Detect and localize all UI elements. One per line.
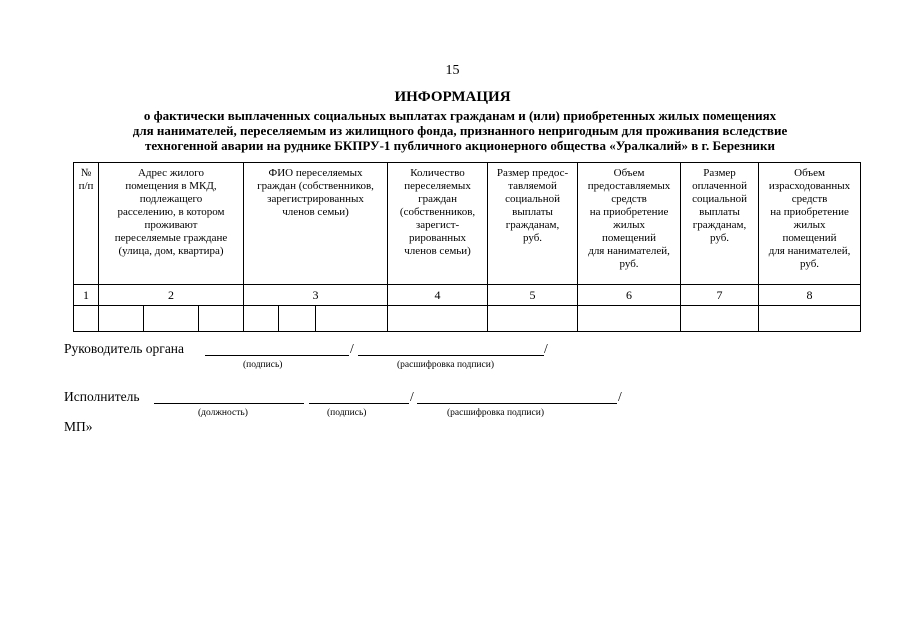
header-line: помещений [602, 232, 657, 244]
header-line: гражданам, [505, 219, 560, 231]
head-decoding-line[interactable] [358, 355, 544, 356]
stamp-mark: МП» [64, 419, 93, 434]
header-line: Объем [613, 167, 645, 179]
slash: / [410, 389, 414, 404]
header-line: социальной [505, 193, 560, 205]
subtitle-line: техногенной аварии на руднике БКПРУ-1 публичного акционерного общества «Уралкалий» в г. Березники [144, 138, 776, 153]
empty-cell [681, 306, 759, 332]
header-line: п/п [78, 180, 94, 192]
header-cell-number [74, 163, 99, 285]
empty-cell [759, 306, 861, 332]
executor-decoding-line[interactable] [417, 403, 617, 404]
header-line: для нанимателей, [588, 245, 670, 257]
header-line: Количество [410, 167, 465, 179]
document-subtitle [60, 108, 860, 153]
document-title: ИНФОРМАЦИЯ [394, 89, 511, 105]
header-line: рированных [409, 232, 467, 244]
slash: / [618, 389, 622, 404]
column-number: 1 [74, 285, 99, 306]
slash: / [544, 341, 548, 356]
header-cell-fio [244, 163, 388, 285]
signature-caption: (подпись) [327, 408, 367, 418]
empty-cell [244, 306, 279, 332]
header-line: (собственников, [399, 206, 476, 218]
header-cell-spent-volume [759, 163, 861, 285]
empty-cell [279, 306, 316, 332]
header-line: граждан (собственников, [257, 180, 374, 192]
header-line: граждан [418, 193, 457, 205]
header-line: на приобретение [770, 206, 849, 218]
header-line: Адрес жилого [137, 167, 205, 179]
decoding-caption: (расшифровка подписи) [447, 408, 544, 418]
column-number: 8 [759, 285, 861, 306]
empty-data-row [74, 306, 861, 332]
header-line: переселяемые граждане [114, 232, 228, 244]
header-line: жилых [793, 219, 826, 231]
decoding-caption: (расшифровка подписи) [397, 360, 494, 370]
header-line: членов семьи) [282, 206, 349, 218]
header-line: подлежащего [139, 193, 203, 205]
header-line: средств [791, 193, 828, 205]
header-line: зарегист- [415, 219, 460, 231]
header-line: № [80, 167, 92, 179]
column-number: 6 [578, 285, 681, 306]
executor-signature-line[interactable] [309, 403, 409, 404]
empty-cell [74, 306, 99, 332]
column-number: 2 [99, 285, 244, 306]
header-line: переселяемых [404, 180, 471, 192]
subtitle-line: для нанимателей, переселяемым из жилищного фонда, признанного непригодным для проживания вследствие [132, 123, 788, 138]
column-number: 7 [681, 285, 759, 306]
header-line: руб. [800, 258, 820, 270]
header-line: жилых [613, 219, 645, 231]
header-line: Размер [703, 167, 736, 179]
empty-cell [488, 306, 578, 332]
header-line: тавляемой [508, 180, 557, 192]
header-cell-address [99, 163, 244, 285]
header-cell-payment-size [488, 163, 578, 285]
header-line: руб. [619, 258, 639, 270]
position-caption: (должность) [198, 408, 248, 418]
header-line: израсходованных [768, 180, 851, 192]
empty-cell [316, 306, 388, 332]
column-number: 3 [244, 285, 388, 306]
column-number: 5 [488, 285, 578, 306]
header-row [74, 163, 861, 285]
empty-cell [388, 306, 488, 332]
executor-label: Исполнитель [64, 389, 140, 404]
header-cell-funds-volume [578, 163, 681, 285]
column-number: 4 [388, 285, 488, 306]
header-line: социальной [692, 193, 747, 205]
info-table [73, 162, 861, 332]
header-line: проживают [144, 219, 198, 231]
header-line: выплаты [512, 206, 553, 218]
header-line: расселению, в котором [117, 206, 225, 218]
header-line: зарегистрированных [267, 193, 364, 205]
executor-position-line[interactable] [154, 403, 304, 404]
page-number: 15 [445, 63, 460, 78]
empty-cell [199, 306, 244, 332]
header-line: выплаты [699, 206, 740, 218]
subtitle-line: о фактически выплаченных социальных выплатах гражданам и (или) приобретенных жилых помещениях [143, 108, 777, 123]
header-line: членов семьи) [404, 245, 471, 257]
header-line: руб. [710, 232, 730, 244]
header-line: (улица, дом, квартира) [118, 245, 224, 257]
header-line: Размер предос- [496, 167, 569, 179]
empty-cell [99, 306, 144, 332]
head-signature-line[interactable] [205, 355, 349, 356]
header-line: Объем [794, 167, 825, 179]
signature-caption: (подпись) [243, 360, 283, 370]
header-cell-count [388, 163, 488, 285]
header-line: предоставляемых [587, 180, 671, 192]
header-line: на приобретение [589, 206, 669, 218]
header-line: гражданам, [692, 219, 747, 231]
header-line: ФИО переселяемых [268, 167, 363, 179]
head-label: Руководитель органа [64, 341, 185, 356]
header-line: помещения в МКД, [125, 180, 217, 192]
empty-cell [578, 306, 681, 332]
header-line: средств [611, 193, 647, 205]
slash: / [350, 341, 354, 356]
header-line: руб. [523, 232, 543, 244]
column-number-row [74, 285, 861, 306]
empty-cell [144, 306, 199, 332]
header-line: помещений [782, 232, 837, 244]
header-line: для нанимателей, [768, 245, 851, 257]
header-cell-paid-size [681, 163, 759, 285]
header-line: оплаченной [692, 180, 747, 192]
